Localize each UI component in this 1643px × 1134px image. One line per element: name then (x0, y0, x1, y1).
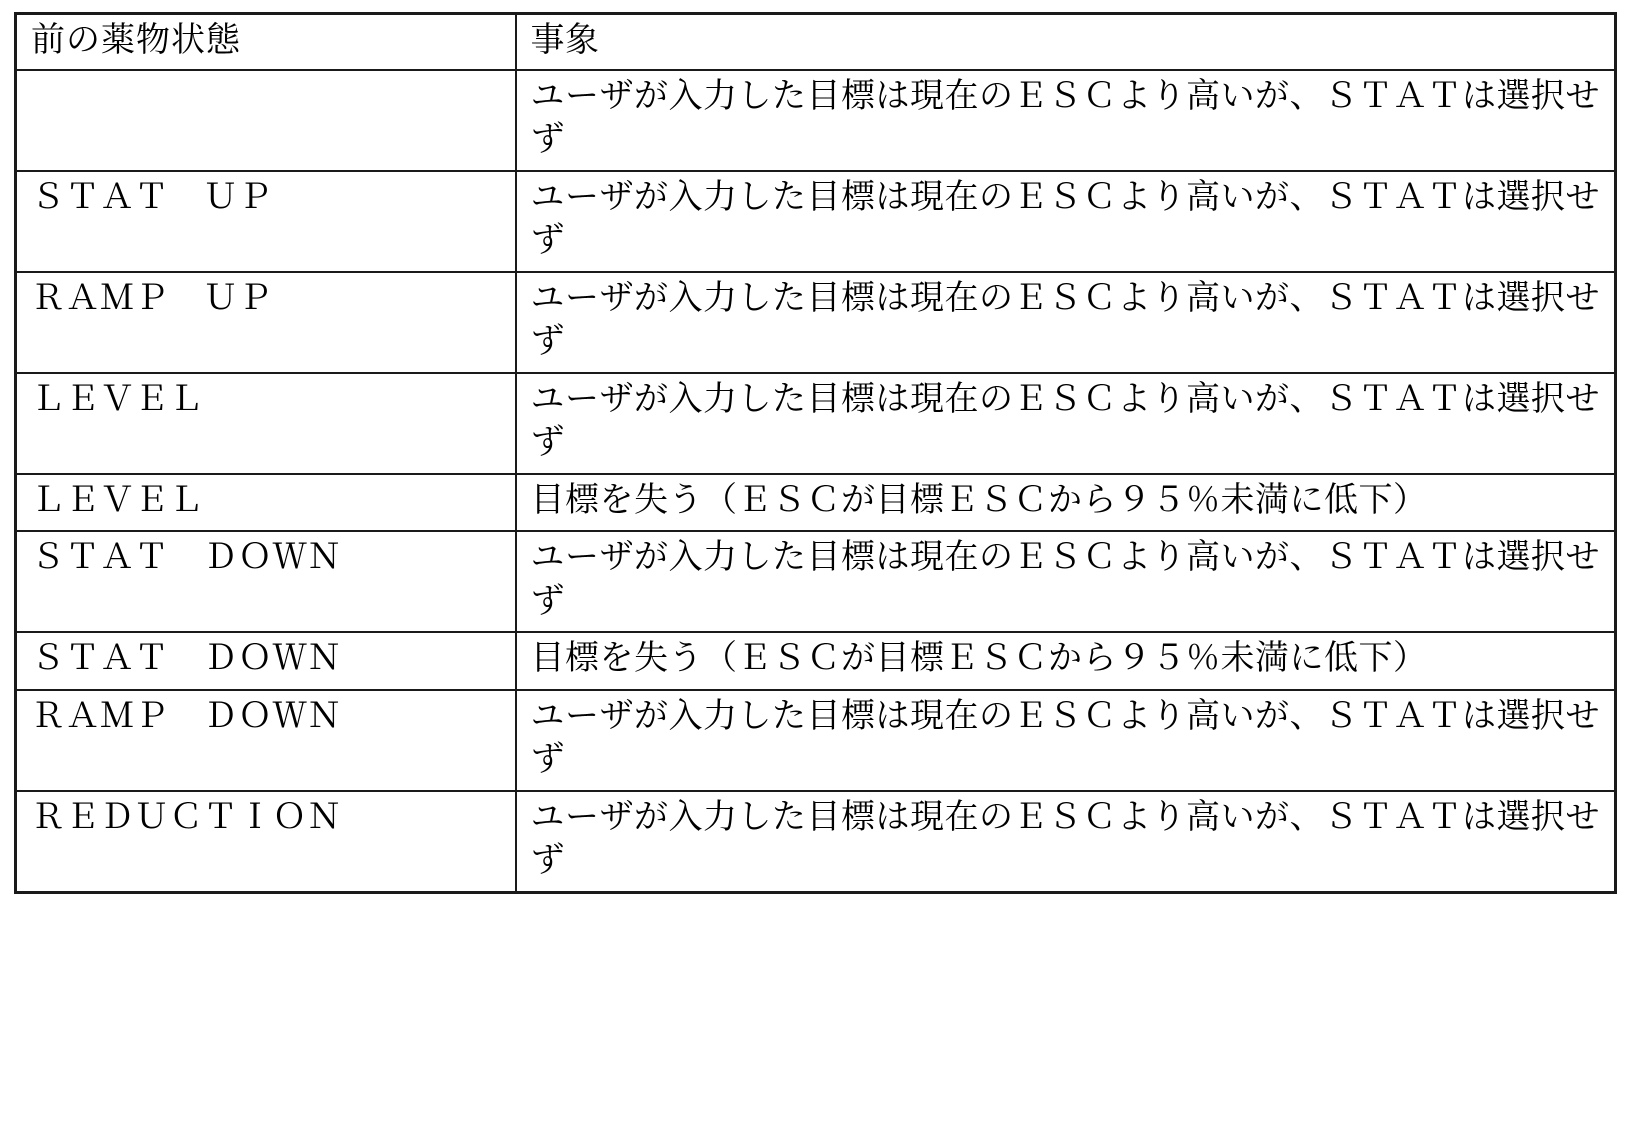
cell-event: 目標を失う（ＥＳＣが目標ＥＳＣから９５％未満に低下） (516, 632, 1616, 690)
cell-event: ユーザが入力した目標は現在のＥＳＣより高いが、ＳＴＡＴは選択せず (516, 171, 1616, 272)
cell-event: ユーザが入力した目標は現在のＥＳＣより高いが、ＳＴＡＴは選択せず (516, 690, 1616, 791)
cell-previous-drug-state: ＳＴＡＴ ＤＯＷＮ (16, 632, 516, 690)
header-event: 事象 (516, 14, 1616, 70)
header-previous-drug-state: 前の薬物状態 (16, 14, 516, 70)
table-row (16, 272, 1616, 373)
cell-event: ユーザが入力した目標は現在のＥＳＣより高いが、ＳＴＡＴは選択せず (516, 272, 1616, 373)
cell-event: 目標を失う（ＥＳＣが目標ＥＳＣから９５％未満に低下） (516, 474, 1616, 532)
cell-previous-drug-state: ＬＥＶＥＬ (16, 474, 516, 532)
cell-event: ユーザが入力した目標は現在のＥＳＣより高いが、ＳＴＡＴは選択せず (516, 70, 1616, 171)
table-header-row (16, 14, 1616, 70)
table-row (16, 474, 1616, 532)
cell-previous-drug-state: ＲＡＭＰ ＤＯＷＮ (16, 690, 516, 791)
cell-previous-drug-state (16, 70, 516, 171)
cell-previous-drug-state: ＲＡＭＰ ＵＰ (16, 272, 516, 373)
table-row (16, 531, 1616, 632)
cell-previous-drug-state: ＳＴＡＴ ＤＯＷＮ (16, 531, 516, 632)
table-row (16, 791, 1616, 893)
table-row (16, 632, 1616, 690)
cell-previous-drug-state: ＲＥＤＵＣＴＩＯＮ (16, 791, 516, 893)
cell-previous-drug-state: ＬＥＶＥＬ (16, 373, 516, 474)
drug-state-event-table (14, 12, 1617, 894)
cell-event: ユーザが入力した目標は現在のＥＳＣより高いが、ＳＴＡＴは選択せず (516, 373, 1616, 474)
cell-previous-drug-state: ＳＴＡＴ ＵＰ (16, 171, 516, 272)
cell-event: ユーザが入力した目標は現在のＥＳＣより高いが、ＳＴＡＴは選択せず (516, 531, 1616, 632)
cell-event: ユーザが入力した目標は現在のＥＳＣより高いが、ＳＴＡＴは選択せず (516, 791, 1616, 893)
table-row (16, 690, 1616, 791)
table-row (16, 373, 1616, 474)
table-row (16, 70, 1616, 171)
table-row (16, 171, 1616, 272)
